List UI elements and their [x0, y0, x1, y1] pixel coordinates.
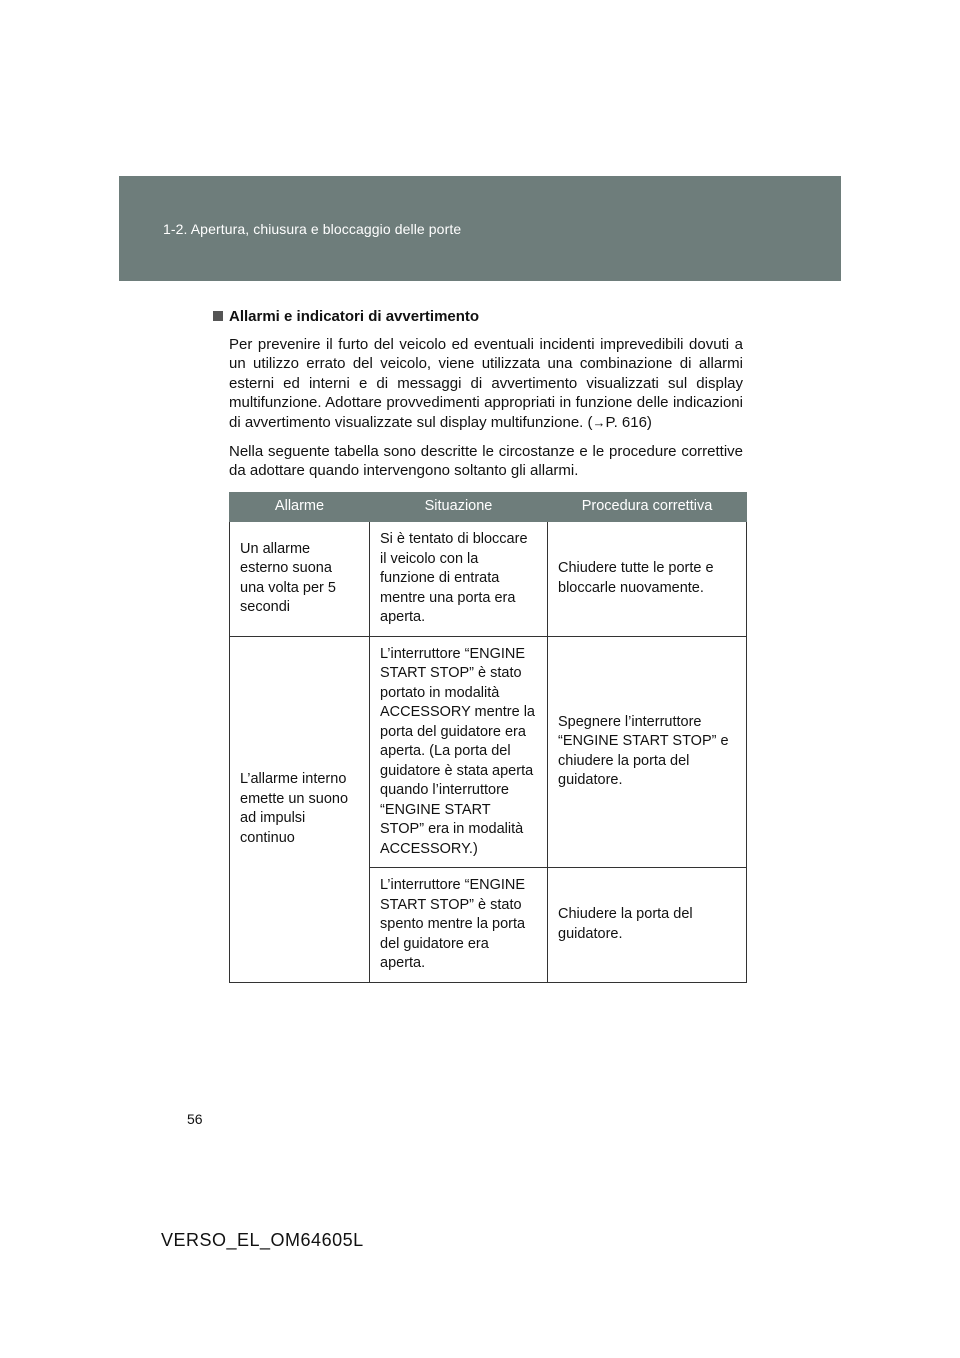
alarm-section [213, 307, 743, 490]
table-intro-paragraph: Nella seguente tabella sono descritte le circostanze e le procedure correttive da adottare quando intervengono soltanto gli allarmi. [229, 442, 743, 480]
chapter-title: 1-2. Apertura, chiusura e bloccaggio delle porte [163, 221, 462, 237]
alarm-cell: Un allarme esterno suona una volta per 5 secondi [230, 522, 370, 637]
table-row [230, 636, 747, 868]
intro-text: Per prevenire il furto del veicolo ed eventuali incidenti imprevedibili dovuti a un utilizzo errato del veicolo, viene utilizzata una combinazione di allarmi esterni ed interni e di messaggi di avvertimento visualizzati sul display multifunzione. Adottare provvedimenti appropriati in funzione delle indicazioni di avvertimento visualizzate sul display multifunzione. ( [229, 335, 743, 431]
situation-cell: L’interruttore “ENGINE START STOP” è stato spento mentre la porta del guidatore era aperta. [370, 868, 548, 983]
page-reference-link[interactable]: P. 616) [605, 413, 652, 431]
column-header-situation: Situazione [370, 493, 548, 522]
table-row [230, 522, 747, 637]
alarm-cell: L’allarme interno emette un suono ad impulsi continuo [230, 636, 370, 982]
chapter-header-band [119, 176, 841, 281]
situation-cell: L’interruttore “ENGINE START STOP” è stato portato in modalità ACCESSORY mentre la porta del guidatore era aperta. (La porta del guidatore è stata aperta quando l’interruttore “ENGINE START STOP” era in modalità ACCESSORY.) [370, 636, 548, 868]
procedure-cell: Chiudere la porta del guidatore. [548, 868, 747, 983]
table-header-row [230, 493, 747, 522]
intro-paragraph [213, 335, 743, 433]
column-header-procedure: Procedura correttiva [548, 493, 747, 522]
square-bullet-icon [213, 311, 223, 321]
column-header-alarm: Allarme [230, 493, 370, 522]
situation-cell: Si è tentato di bloccare il veicolo con la funzione di entrata mentre una porta era aperta. [370, 522, 548, 637]
section-heading-text: Allarmi e indicatori di avvertimento [229, 308, 480, 325]
arrow-right-icon: → [592, 414, 606, 430]
procedure-cell: Spegnere l’interruttore “ENGINE START STOP” e chiudere la porta del guidatore. [548, 636, 747, 868]
procedure-cell: Chiudere tutte le porte e bloccarle nuovamente. [548, 522, 747, 637]
page-number: 56 [187, 1111, 203, 1127]
alarm-table [229, 492, 747, 983]
section-heading [213, 307, 743, 327]
document-code: VERSO_EL_OM64605L [161, 1230, 364, 1250]
